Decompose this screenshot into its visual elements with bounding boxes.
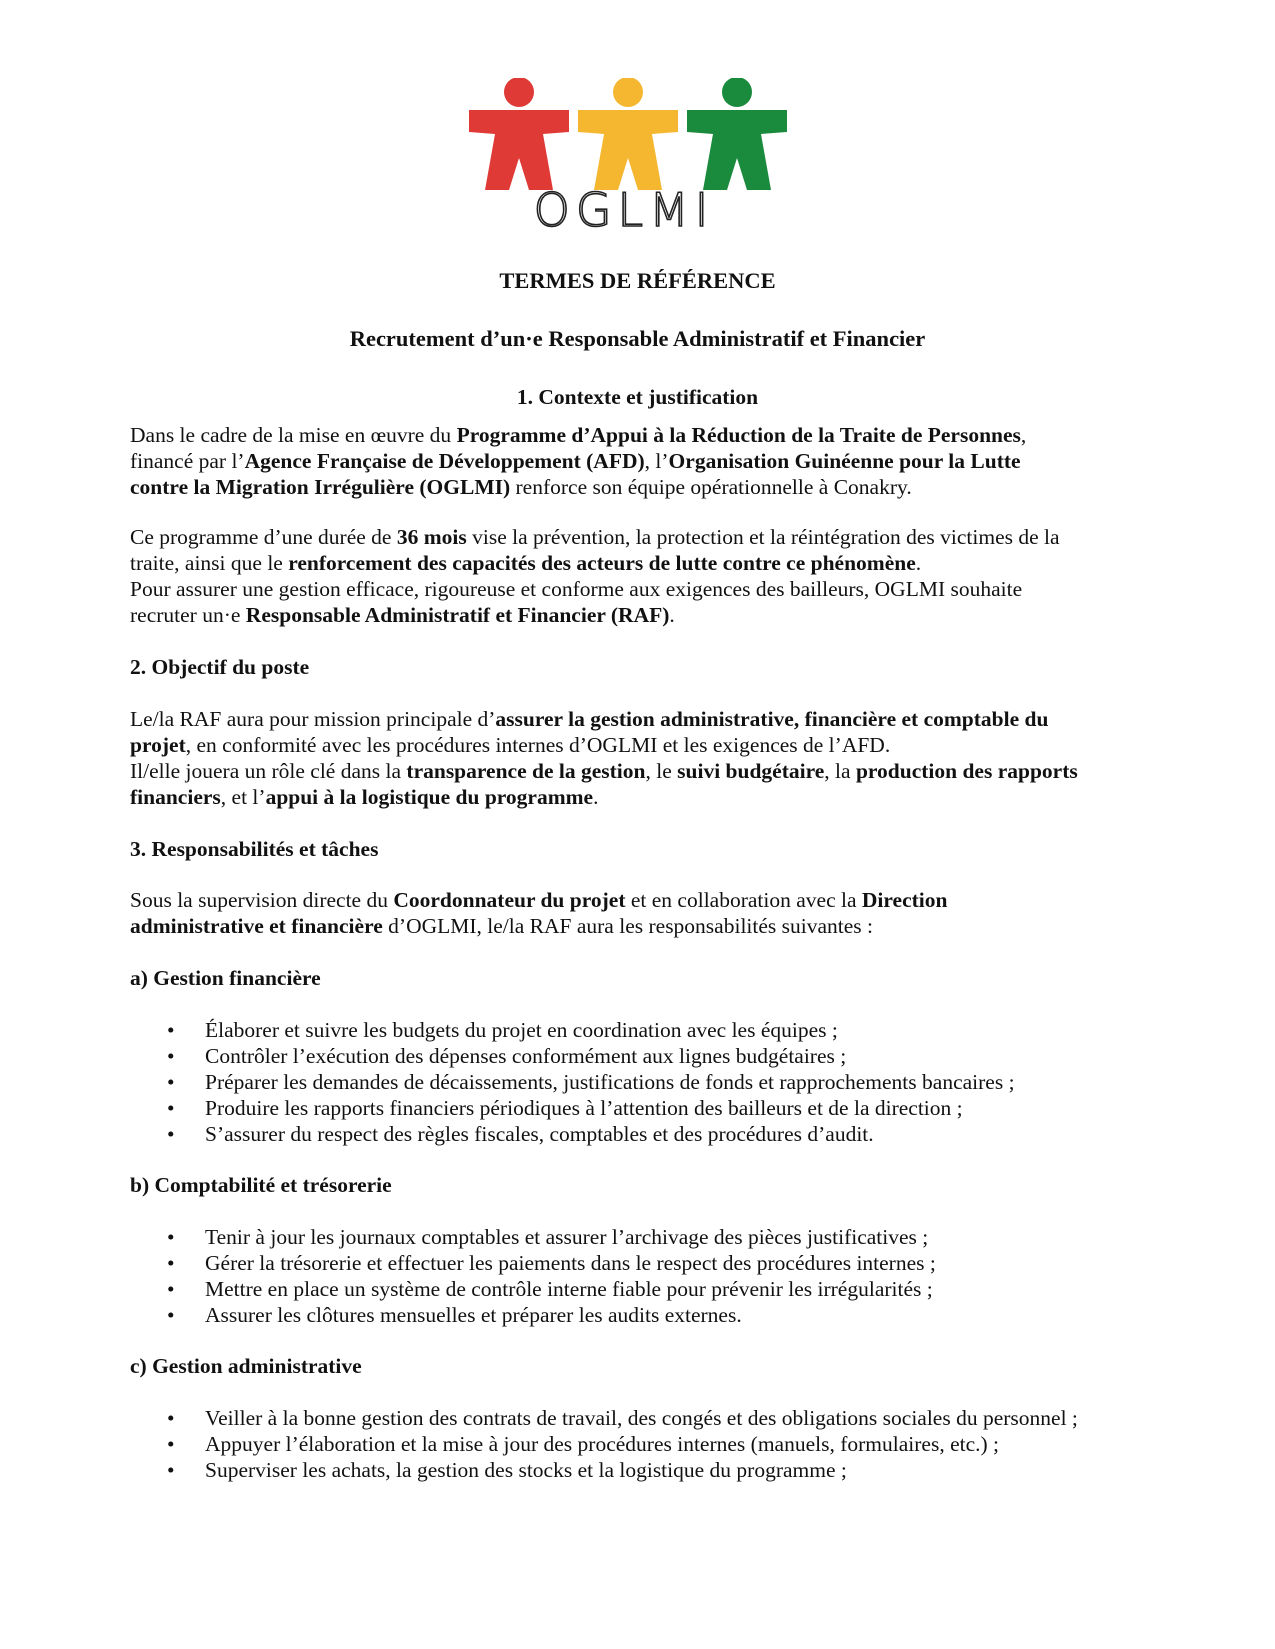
list-item: • Gérer la trésorerie et effectuer les paiements dans le respect des procédures internes ;	[130, 1250, 1180, 1276]
text-run: recruter un·e	[130, 603, 246, 627]
yellow-figure	[578, 78, 678, 190]
list-item: • Mettre en place un système de contrôle interne fiable pour prévenir les irrégularités ;	[130, 1276, 1180, 1302]
text-run-bold: appui à la logistique du programme	[265, 785, 594, 809]
list-item: • S’assurer du respect des règles fiscales, comptables et des procédures d’audit.	[130, 1121, 1180, 1147]
green-figure	[687, 78, 787, 190]
text-run-bold: suivi budgétaire	[677, 759, 825, 783]
text-run: , l’	[644, 449, 669, 473]
text-run-bold: projet	[130, 733, 186, 757]
text-run: vise la prévention, la protection et la réintégration des victimes de la	[466, 525, 1060, 549]
text-run: Sous la supervision directe du	[130, 888, 394, 912]
section3-heading: 3. Responsabilités et tâches	[130, 837, 379, 861]
red-figure	[469, 78, 569, 190]
list-item: • Produire les rapports financiers périodiques à l’attention des bailleurs et de la direction ;	[130, 1095, 1180, 1121]
subsection-c-heading: c) Gestion administrative	[130, 1354, 362, 1378]
text-run: Il/elle jouera un rôle clé dans la	[130, 759, 407, 783]
list-item: • Appuyer l’élaboration et la mise à jour des procédures internes (manuels, formulaires, etc.) ;	[130, 1431, 1180, 1457]
text-run-bold: Programme d’Appui à la Réduction de la Traite de Personnes	[456, 423, 1021, 447]
section2-heading: 2. Objectif du poste	[130, 655, 310, 679]
text-run: renforce son équipe opérationnelle à Conakry.	[510, 475, 912, 499]
text-run: .	[915, 551, 922, 575]
text-run: financé par l’	[130, 449, 245, 473]
section1-heading: 1. Contexte et justification	[516, 385, 759, 409]
list-item: • Superviser les achats, la gestion des stocks et la logistique du programme ;	[130, 1457, 1180, 1483]
subsection-a-list	[130, 1017, 1180, 1147]
subsection-a-heading: a) Gestion financière	[130, 966, 321, 990]
text-run-bold: transparence de la gestion	[406, 759, 646, 783]
text-run: , la	[824, 759, 856, 783]
list-item: • Élaborer et suivre les budgets du projet en coordination avec les équipes ;	[130, 1017, 1180, 1043]
text-run: .	[593, 785, 599, 809]
text-run: Ce programme d’une durée de	[130, 525, 397, 549]
text-run-bold: 36 mois	[396, 525, 467, 549]
text-run-bold: Coordonnateur du projet	[393, 888, 626, 912]
text-run: , et l’	[220, 785, 266, 809]
text-run-bold: Responsable Administratif et Financier (RAF)	[245, 603, 670, 627]
subsection-b-heading: b) Comptabilité et trésorerie	[130, 1173, 392, 1197]
text-run: , le	[645, 759, 678, 783]
text-run-bold: administrative et financière	[130, 914, 383, 938]
text-run: d’OGLMI, le/la RAF aura les responsabilités suivantes :	[382, 914, 874, 938]
document-subtitle: Recrutement d’un·e Responsable Administratif et Financier	[349, 326, 926, 351]
list-item: • Préparer les demandes de décaissements, justifications de fonds et rapprochements bancaires ;	[130, 1069, 1180, 1095]
text-run-bold: Direction	[861, 888, 948, 912]
section1-paragraph1	[130, 422, 1150, 500]
text-run: , en conformité avec les procédures internes d’OGLMI et les exigences de l’AFD.	[185, 733, 891, 757]
text-run: Pour assurer une gestion efficace, rigoureuse et conforme aux exigences des bailleurs, OGLMI souhaite	[130, 577, 1023, 601]
list-item: • Contrôler l’exécution des dépenses conformément aux lignes budgétaires ;	[130, 1043, 1180, 1069]
text-run-bold: financiers	[130, 785, 221, 809]
text-run-bold: contre la Migration Irrégulière (OGLMI)	[130, 475, 511, 499]
oglmi-logo	[462, 78, 812, 248]
text-run-bold: production des rapports	[855, 759, 1078, 783]
text-run: Le/la RAF aura pour mission principale d’	[130, 707, 496, 731]
document-title: TERMES DE RÉFÉRENCE	[499, 268, 776, 293]
section1-paragraph2	[130, 524, 1150, 628]
section2-paragraph	[130, 706, 1150, 810]
text-run-bold: renforcement des capacités des acteurs de lutte contre ce phénomène	[288, 551, 916, 575]
list-item: • Veiller à la bonne gestion des contrats de travail, des congés et des obligations sociales du personnel ;	[130, 1405, 1180, 1431]
text-run: .	[669, 603, 675, 627]
text-run: traite, ainsi que le	[130, 551, 289, 575]
logo-figures-icon	[462, 78, 812, 248]
section3-intro	[130, 887, 1150, 939]
subsection-b-list	[130, 1224, 1180, 1328]
text-run-bold: Agence Française de Développement (AFD)	[244, 449, 645, 473]
text-run: et en collaboration avec la	[625, 888, 862, 912]
text-run-bold: Organisation Guinéenne pour la Lutte	[668, 449, 1021, 473]
subsection-c-list	[130, 1405, 1180, 1483]
text-run: ,	[1020, 423, 1027, 447]
list-item: • Assurer les clôtures mensuelles et préparer les audits externes.	[130, 1302, 1180, 1328]
text-run: Dans le cadre de la mise en œuvre du	[130, 423, 457, 447]
list-item: • Tenir à jour les journaux comptables et assurer l’archivage des pièces justificatives ;	[130, 1224, 1180, 1250]
logo-wordmark: OGLMI	[533, 183, 715, 237]
text-run-bold: assurer la gestion administrative, financière et comptable du	[495, 707, 1049, 731]
